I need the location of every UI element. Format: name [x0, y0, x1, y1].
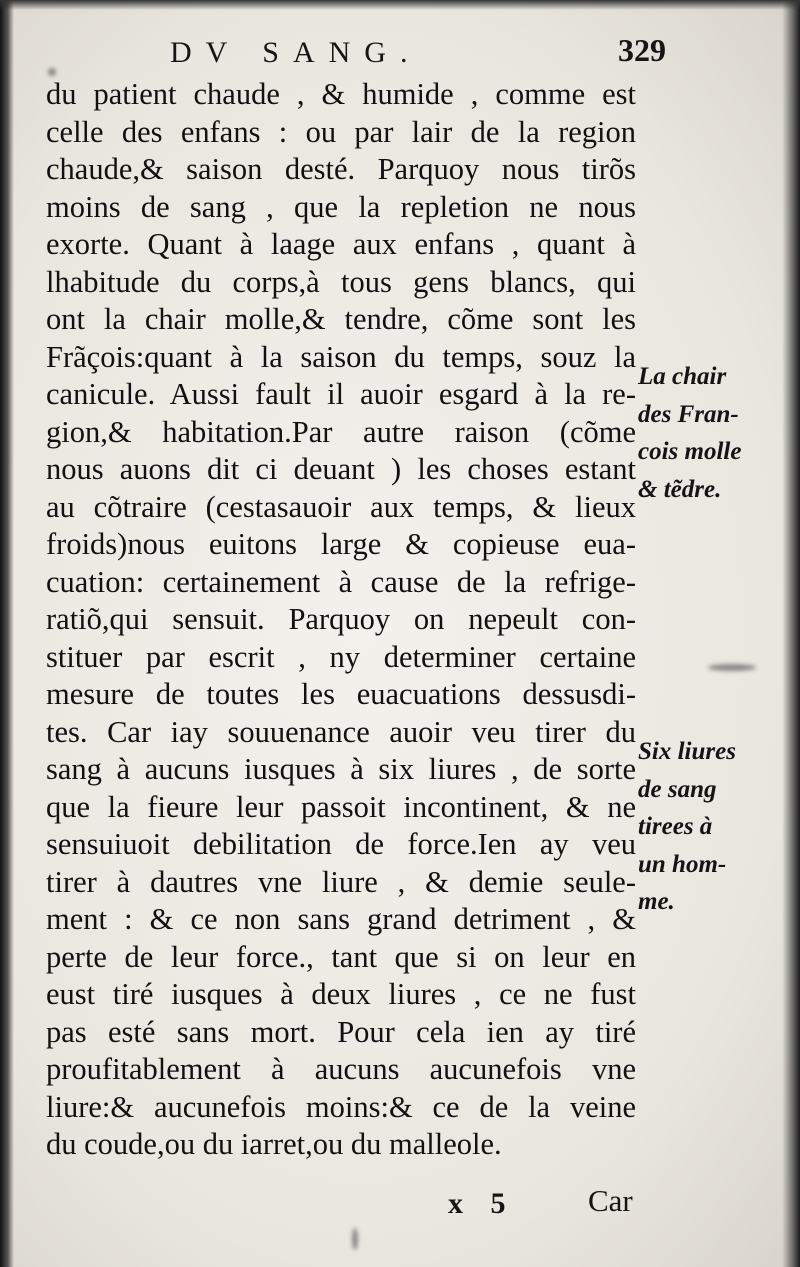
text-line: que la fieure leur passoit incontinent, & ne: [46, 789, 636, 824]
text-line: ment : & ce non sans grand detriment , &: [46, 902, 636, 936]
text-line: tes. Car iay souuenance auoir veu tirer du: [46, 714, 636, 749]
text-line: liure:& aucunefois moins:& ce de la veine: [46, 1089, 636, 1124]
page-number: 329: [618, 32, 666, 68]
margin-note-line: me.: [638, 888, 675, 915]
page-right-edge-shadow: [782, 0, 800, 1267]
text-line: du coude,ou du iarret,ou du malleole.: [46, 1127, 502, 1161]
margin-note-line: Six liures: [638, 738, 736, 765]
text-line: nous auons dit ci deuant ) les choses estant: [46, 452, 636, 486]
margin-note-line: un hom-: [638, 850, 727, 878]
text-line: celle des enfans : ou par lair de la region: [46, 114, 636, 149]
text-line: sensuiuoit debilitation de force.Ien ay veu: [46, 827, 636, 861]
text-line: canicule. Aussi fault il auoir esgard à la re-: [46, 377, 636, 411]
margin-note-chair-des-francois: [638, 358, 741, 508]
text-line: eust tiré iusques à deux liures , ce ne fust: [46, 977, 636, 1011]
text-line: mesure de toutes les euacuations dessusdi-: [46, 677, 636, 711]
ink-smudge: [48, 68, 56, 76]
margin-note-six-liures: [638, 733, 736, 921]
ink-smudge: [352, 1228, 358, 1250]
text-line: stituer par escrit , ny determiner certaine: [46, 639, 636, 674]
text-line: proufitablement à aucuns aucunefois vne: [46, 1052, 636, 1086]
text-line: moins de sang , que la repletion ne nous: [46, 189, 636, 224]
signature-mark: x 5: [448, 1187, 516, 1220]
text-line: lhabitude du corps,à tous gens blancs, qui: [46, 264, 636, 299]
catchword: Car: [588, 1183, 633, 1218]
text-line: froids)nous euitons large & copieuse eua-: [46, 527, 636, 561]
text-line: pas esté sans mort. Pour cela ien ay tiré: [46, 1014, 636, 1049]
margin-note-line: cois molle: [638, 438, 742, 465]
margin-note-line: & tẽdre.: [638, 475, 722, 503]
page-top-edge-shadow: [0, 0, 800, 10]
text-line: ont la chair molle,& tendre, cõme sont les: [46, 302, 636, 336]
text-line: ratiõ,qui sensuit. Parquoy on nepeult con-: [46, 602, 636, 636]
margin-note-line: des Fran-: [638, 400, 739, 428]
margin-note-line: La chair: [638, 363, 727, 390]
text-line: Frãçois:quant à la saison du temps, souz la: [46, 339, 636, 374]
text-line: exorte. Quant à laage aux enfans , quant à: [46, 227, 636, 261]
text-line: tirer à dautres vne liure , & demie seule-: [46, 864, 636, 899]
text-line: perte de leur force., tant que si on leur en: [46, 939, 636, 974]
text-line: cuation: certainement à cause de la refrige-: [46, 564, 636, 599]
margin-note-line: tirees à: [638, 813, 713, 840]
page-left-edge-shadow: [0, 0, 14, 1267]
running-title: DV SANG.: [170, 36, 422, 69]
body-text: [46, 76, 636, 1164]
text-line: chaude,& saison desté. Parquoy nous tirõs: [46, 152, 636, 186]
text-line: du patient chaude , & humide , comme est: [46, 77, 636, 111]
ink-smudge: [708, 664, 756, 671]
text-line: gion,& habitation.Par autre raison (cõme: [46, 414, 636, 449]
text-line: au cõtraire (cestasauoir aux temps, & lieux: [46, 489, 636, 524]
text-line: sang à aucuns iusques à six liures , de sorte: [46, 752, 636, 786]
margin-note-line: de sang: [638, 775, 717, 803]
